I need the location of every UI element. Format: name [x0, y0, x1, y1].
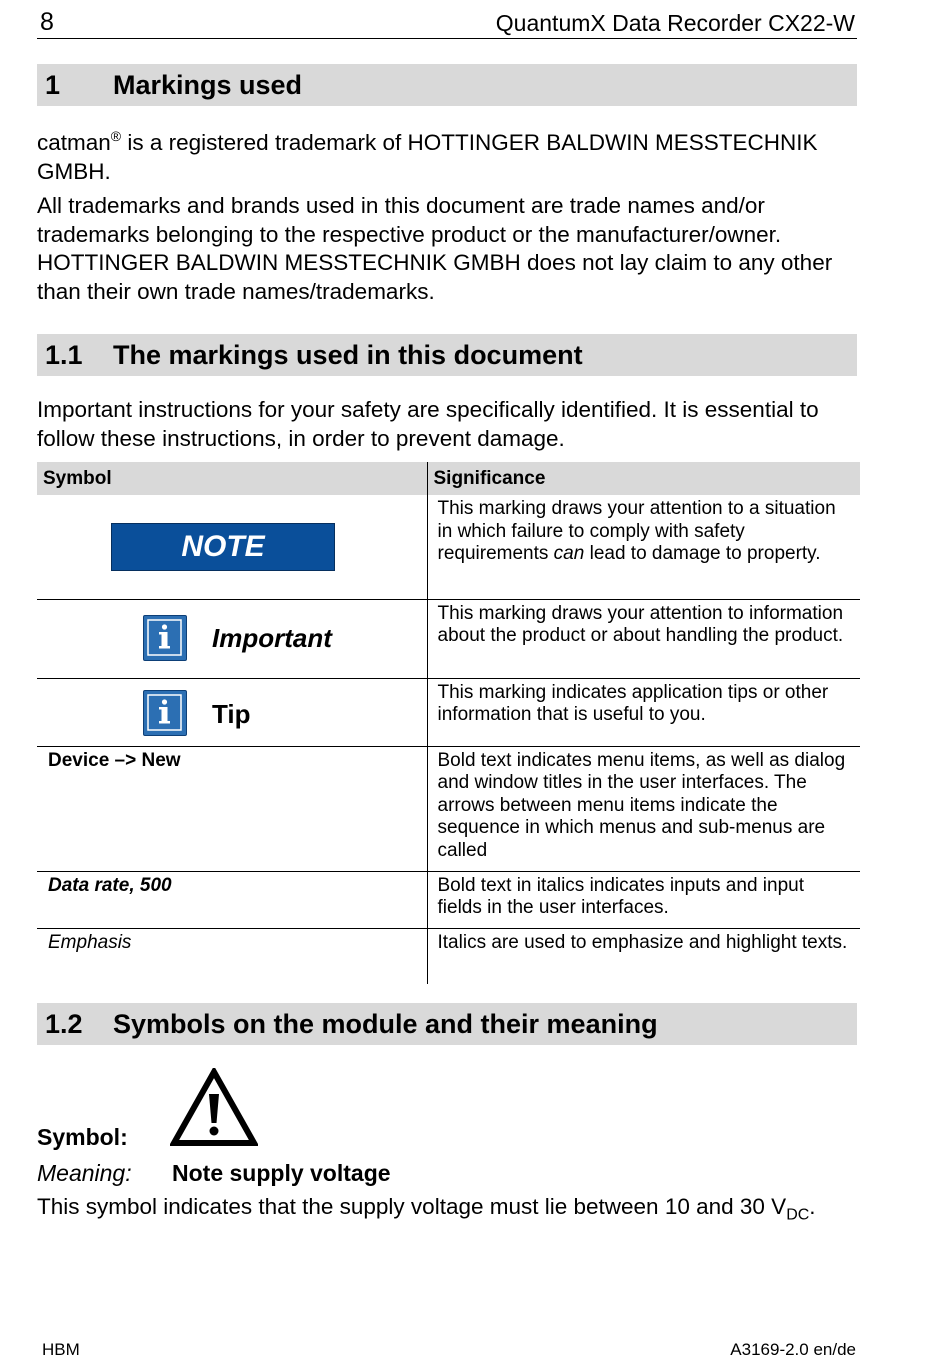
table-header-row: [37, 462, 860, 495]
significance-text: lead to damage to property.: [584, 543, 821, 564]
table-row: [37, 599, 860, 678]
symbol-cell: Data rate, 500: [37, 871, 427, 928]
section-title: Symbols on the module and their meaning: [113, 1009, 658, 1039]
description-text: This symbol indicates that the supply voltage must lie between 10 and 30 V: [37, 1194, 787, 1219]
info-icon: [143, 690, 187, 736]
trademarks-paragraph: All trademarks and brands used in this document are trade names and/or trademarks belonging to the respective product or the manufacturer/owner. HOTTINGER BALDWIN MESSTECHNIK GMBH does not lay claim to any other than their own trade names/trademarks.: [37, 193, 833, 304]
table-row: [37, 746, 860, 871]
section-1-1-heading: [37, 334, 857, 376]
section-title: The markings used in this document: [113, 340, 583, 370]
important-marking: [37, 600, 427, 678]
table-row: [37, 678, 860, 746]
tip-label: Tip: [212, 698, 251, 729]
meaning-label: Meaning:: [37, 1160, 132, 1186]
symbol-cell: [37, 678, 427, 746]
significance-cell: This marking draws your attention to information about the product or about handling the product.: [427, 599, 860, 678]
description-end: .: [809, 1194, 816, 1219]
trademark-paragraph: [37, 129, 857, 186]
significance-cell: This marking indicates application tips or other information that is useful to you.: [427, 678, 860, 746]
symbol-label: Symbol:: [37, 1124, 128, 1150]
symbol-cell: [37, 495, 427, 599]
significance-cell: Italics are used to emphasize and highlight texts.: [427, 928, 860, 984]
safety-intro-paragraph: Important instructions for your safety are specifically identified. It is essential to follow these instructions, in order to prevent damage.: [37, 397, 819, 451]
info-icon: [143, 615, 187, 661]
symbol-cell: Emphasis: [48, 931, 132, 953]
table-row: [37, 928, 860, 984]
emphasis-text: can: [553, 543, 585, 564]
table-row: [37, 495, 860, 599]
registered-mark: ®: [110, 127, 122, 144]
symbol-cell: [37, 599, 427, 678]
tip-marking: [37, 679, 427, 746]
section-1-heading: [37, 64, 857, 106]
trademark-text: is a registered trademark of HOTTINGER BALDWIN MESSTECHNIK GMBH.: [37, 130, 818, 184]
symbol-cell: Device –> New: [37, 746, 427, 871]
section-number: 1.1: [45, 340, 83, 370]
warning-triangle-icon: [170, 1068, 258, 1153]
footer-brand: HBM: [42, 1340, 80, 1359]
page-number: 8: [40, 8, 54, 36]
section-title: Markings used: [113, 70, 303, 100]
section-number: 1.2: [45, 1009, 83, 1039]
significance-cell: Bold text indicates menu items, as well as dialog and window titles in the user interfaces. The arrows between menu items indicate the sequence in which menus and sub-menus are called: [427, 746, 860, 871]
important-label: Important: [212, 622, 332, 653]
section-1-2-heading: [37, 1003, 857, 1045]
significance-cell: [427, 495, 860, 599]
note-marking-box: NOTE: [111, 523, 335, 571]
section-number: 1: [45, 70, 61, 100]
supply-voltage-description: [37, 1194, 816, 1225]
significance-text: This marking draws your attention to a situation in which failure to comply with safety requirements: [437, 498, 836, 564]
meaning-value: Note supply voltage: [172, 1160, 391, 1186]
markings-table: [37, 462, 860, 984]
column-header-significance: Significance: [427, 462, 860, 495]
document-title: QuantumX Data Recorder CX22-W: [495, 10, 855, 36]
header-divider: [37, 38, 857, 39]
column-header-symbol: Symbol: [37, 462, 427, 495]
table-row: [37, 871, 860, 928]
footer-document-code: A3169-2.0 en/de: [730, 1340, 856, 1359]
dc-subscript: DC: [786, 1206, 810, 1224]
trademark-name: catman: [37, 130, 111, 155]
significance-cell: Bold text in italics indicates inputs and input fields in the user interfaces.: [427, 871, 860, 928]
